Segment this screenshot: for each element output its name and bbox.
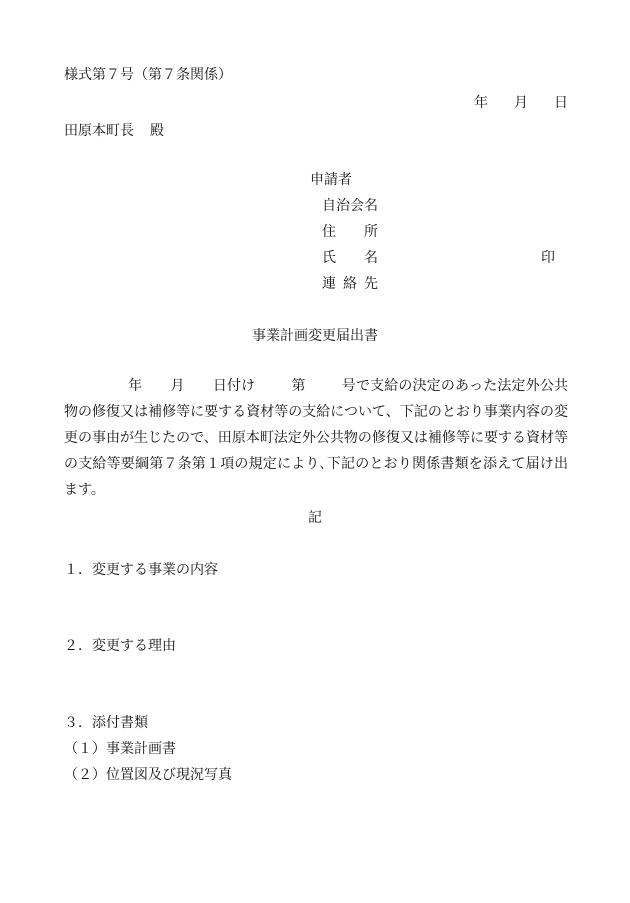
addressee (64, 122, 164, 140)
attachment-1: （１）事業計画書 (64, 741, 176, 757)
date-day-label: 日 (554, 95, 568, 111)
ki-heading: 記 (308, 510, 322, 526)
applicant-contact-label: 連絡先 (322, 276, 385, 292)
addressee-honorific: 殿 (150, 123, 164, 139)
body-paragraph (64, 373, 568, 503)
body-year: 年 (128, 378, 143, 394)
form-number: 様式第７号（第７条関係） (64, 67, 232, 83)
applicant-name-label: 氏名 (322, 250, 406, 266)
date-month-label: 月 (514, 95, 528, 111)
addressee-name: 田原本町長 (64, 123, 134, 139)
body-text: 号で支給の決定のあった法定外公共物の修復又は補修等に要する資材等の支給について、下記のとおり事業内容の変更の事由が生じたので、田原本町法定外公共物の修復又は補修等に要する資材等の支給等要綱第７条第１項の規定により､下記のとおり関係書類を添えて届け出ます。 (64, 378, 569, 498)
applicant-address-label: 住所 (322, 224, 406, 240)
item-2: ２．変更する理由 (64, 638, 176, 654)
body-dai: 第 (291, 378, 306, 394)
applicant-heading: 申請者 (310, 172, 352, 188)
attachment-2: （２）位置図及び現況写真 (64, 767, 232, 783)
body-day: 日付け (212, 378, 256, 394)
item-1: １．変更する事業の内容 (64, 562, 218, 578)
body-month: 月 (170, 378, 185, 394)
applicant-name-row (322, 249, 555, 267)
date-line (474, 94, 568, 112)
seal-mark: 印 (541, 250, 555, 266)
document-title: 事業計画変更届出書 (252, 328, 378, 344)
item-3: ３．添付書類 (64, 715, 148, 731)
applicant-org-label: 自治会名 (322, 198, 378, 214)
date-year-label: 年 (474, 95, 488, 111)
